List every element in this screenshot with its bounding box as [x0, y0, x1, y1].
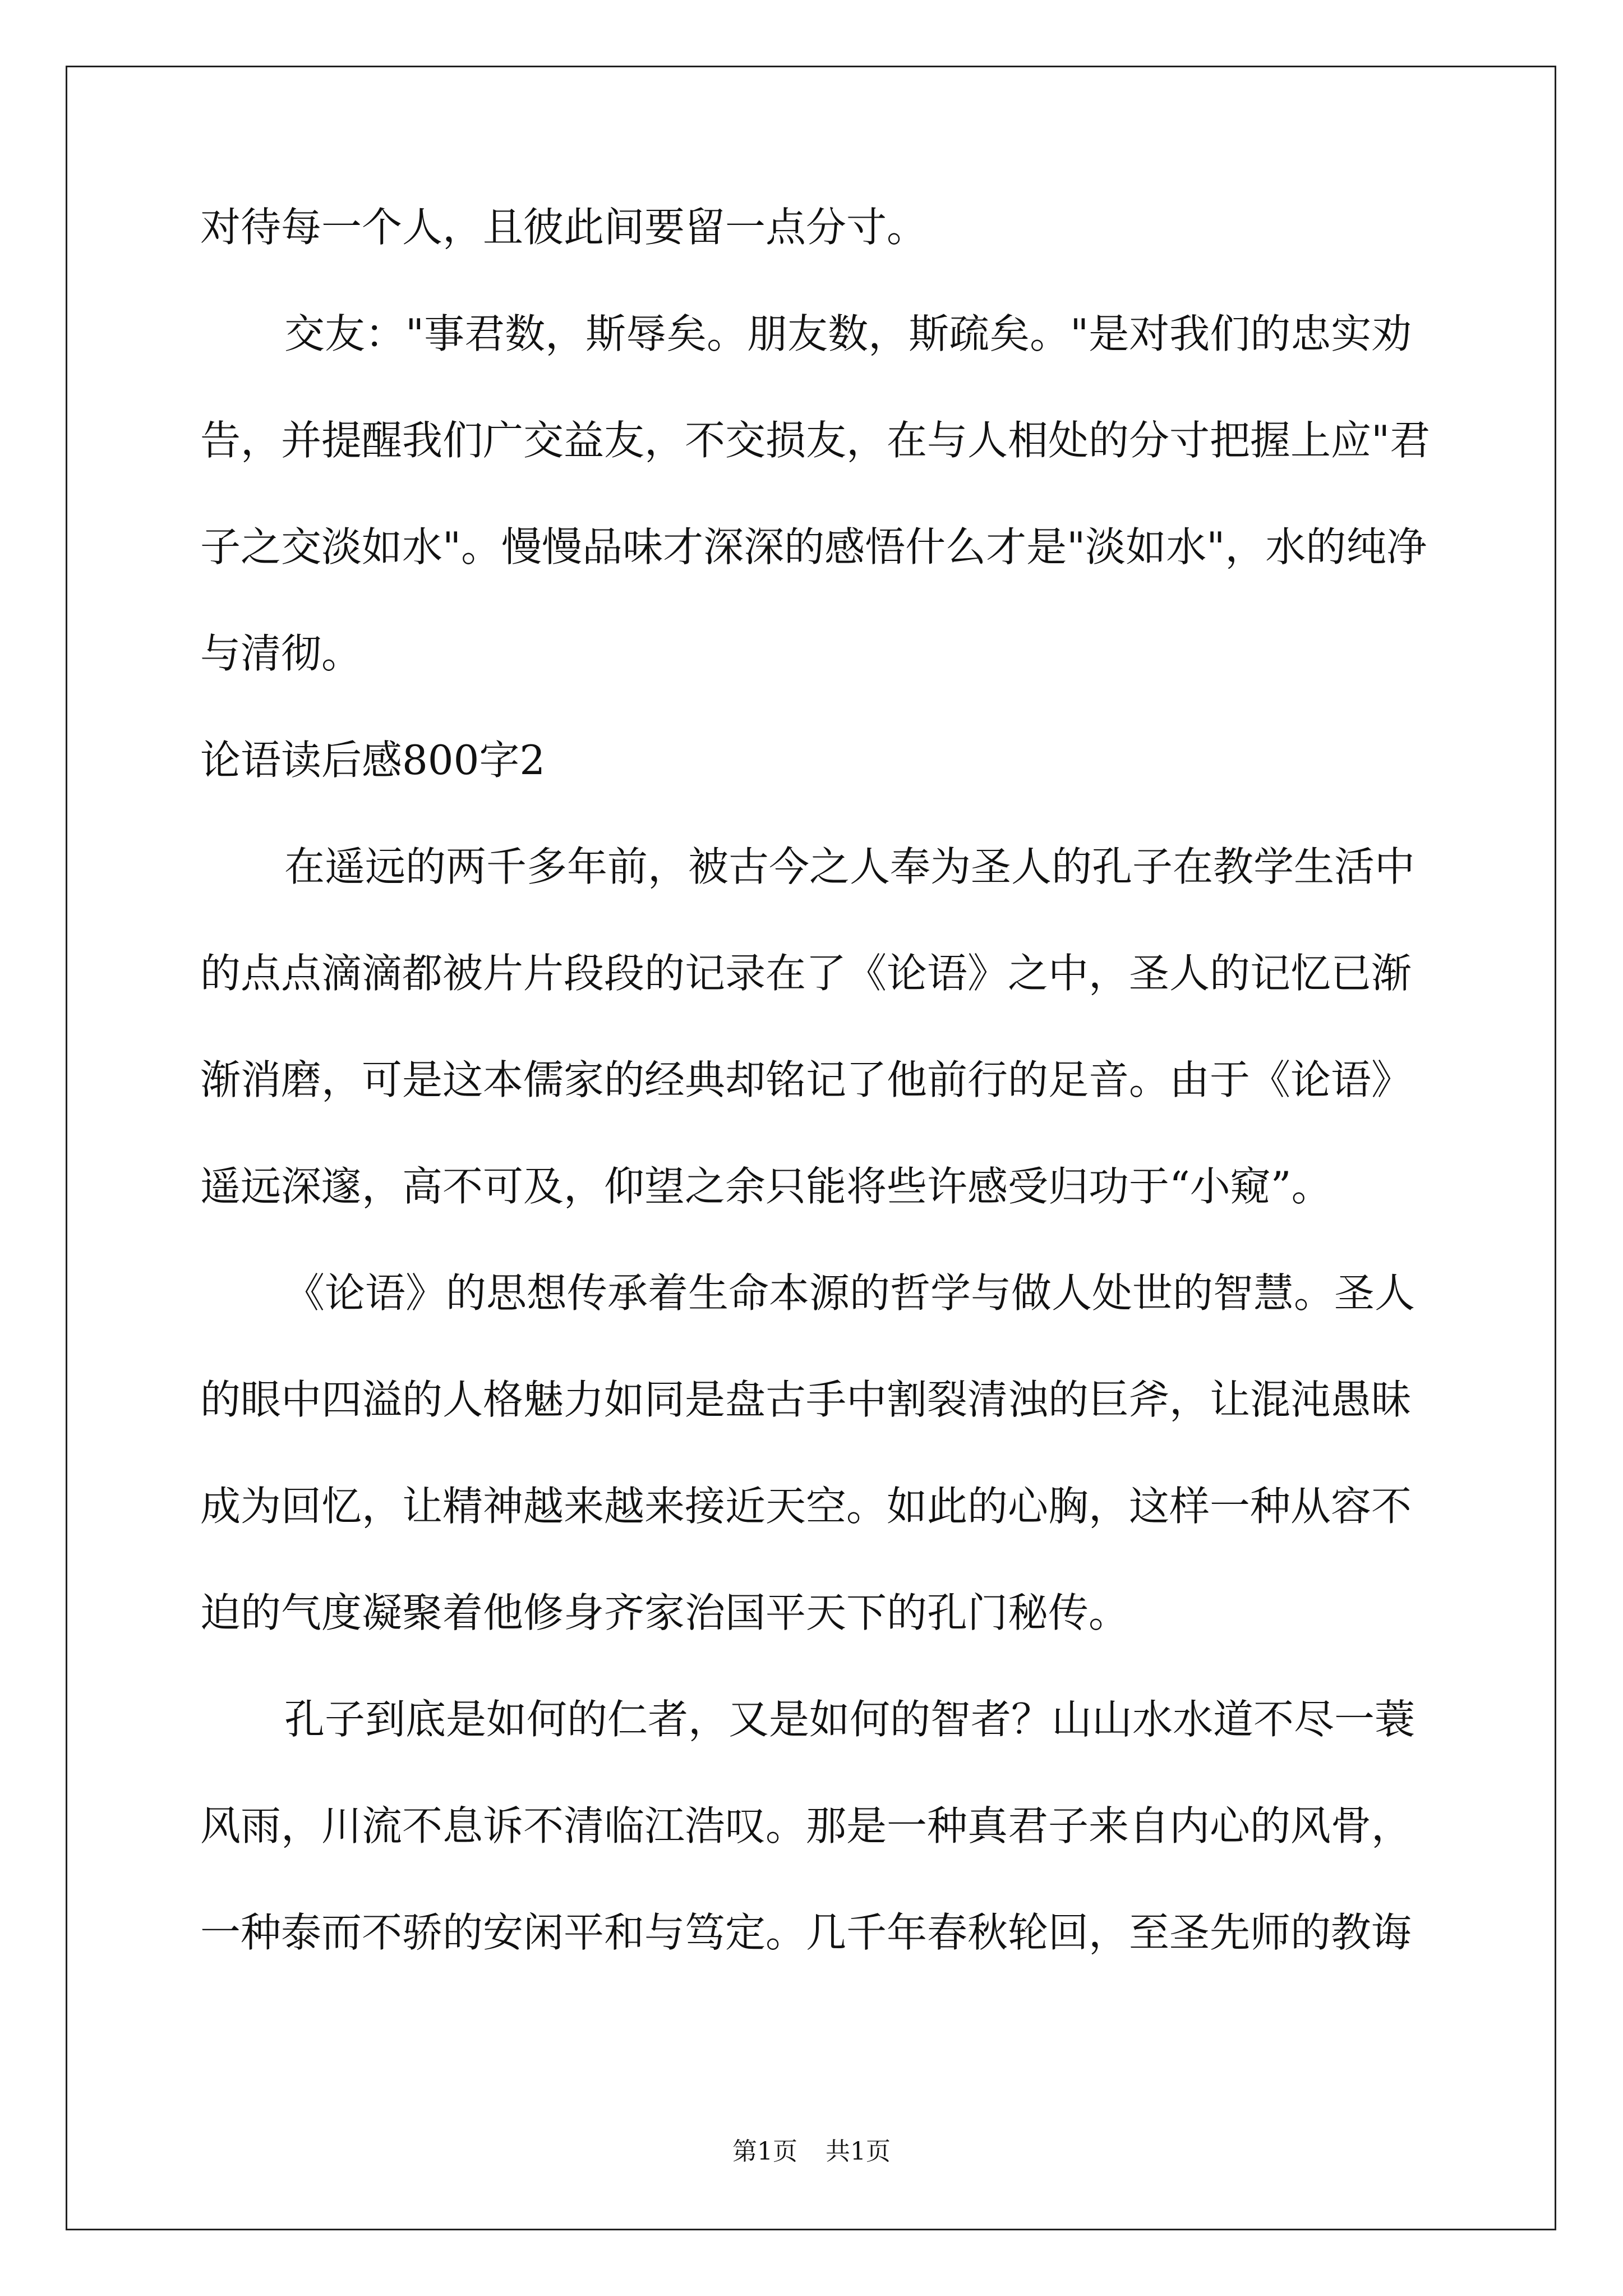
paragraph-start-line: 在遥远的两千多年前，被古今之人奉为圣人的孔子在教学生活中 — [284, 843, 1415, 890]
text-line: 的点点滴滴都被片片段段的记录在了《论语》之中，圣人的记忆已渐 — [200, 950, 1412, 997]
paragraph-start-line: 孔子到底是如何的仁者，又是如何的智者？山山水水道不尽一蓑 — [284, 1696, 1415, 1743]
text-line: 对待每一个人，且彼此间要留一点分寸。 — [200, 204, 928, 251]
text-line: 告，并提醒我们广交益友，不交损友，在与人相处的分寸把握上应"君 — [200, 417, 1431, 464]
text-line: 一种泰而不骄的安闲平和与笃定。几千年春秋轮回，至圣先师的教诲 — [200, 1909, 1412, 1956]
section-heading: 论语读后感800字2 — [200, 737, 546, 784]
paragraph-start-line: 交友："事君数，斯辱矣。朋友数，斯疏矣。"是对我们的忠实劝 — [284, 310, 1412, 357]
text-line: 子之交淡如水"。慢慢品味才深深的感悟什么才是"淡如水"，水的纯净 — [200, 523, 1427, 570]
text-line: 的眼中四溢的人格魅力如同是盘古手中割裂清浊的巨斧，让混沌愚昧 — [200, 1376, 1412, 1423]
text-line: 渐消磨，可是这本儒家的经典却铭记了他前行的足音。由于《论语》 — [200, 1056, 1412, 1103]
text-line: 遥远深邃，高不可及，仰望之余只能将些许感受归功于“小窥”。 — [200, 1163, 1332, 1210]
text-line: 与清彻。 — [200, 630, 362, 677]
text-line: 迫的气度凝聚着他修身齐家治国平天下的孔门秘传。 — [200, 1589, 1129, 1636]
text-line: 成为回忆，让精神越来越来接近天空。如此的心胸，这样一种从容不 — [200, 1483, 1412, 1530]
text-line: 风雨，川流不息诉不清临江浩叹。那是一种真君子来自内心的风骨， — [200, 1802, 1412, 1849]
paragraph-start-line: 《论语》的思想传承着生命本源的哲学与做人处世的智慧。圣人 — [284, 1269, 1415, 1317]
page-footer — [0, 2135, 1623, 2169]
page-total: 共1页 — [826, 2137, 891, 2166]
page-number: 第1页 — [732, 2137, 797, 2166]
